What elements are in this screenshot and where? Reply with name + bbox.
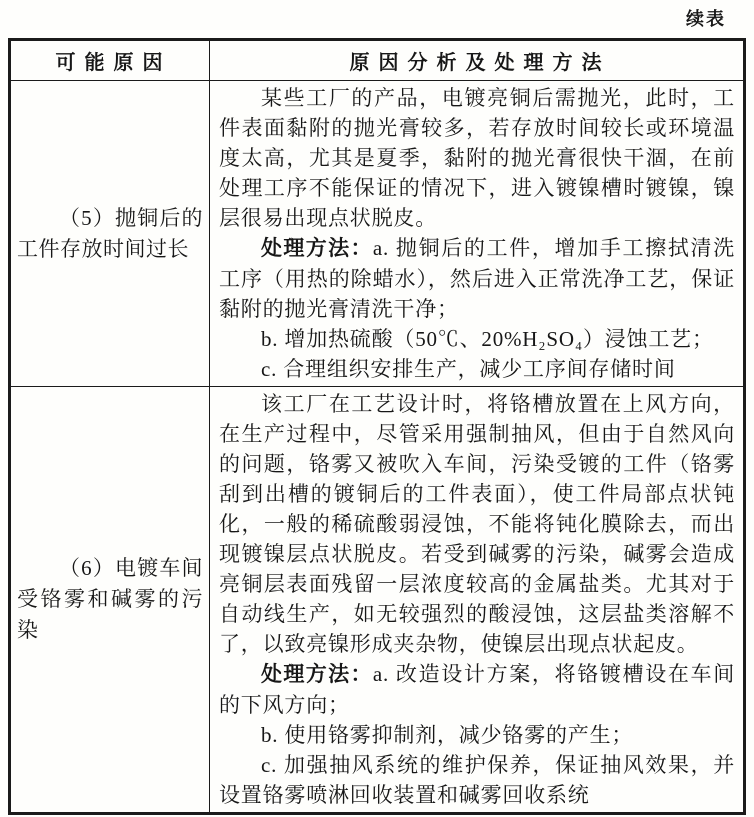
table-header-row [10, 40, 745, 81]
method-item-a-5: a. 抛铜后的工件，增加手工擦拭清洗工序（用热的除蜡水），然后进入正常洗净工艺，保证黏附的抛光膏清洗干净； [219, 236, 735, 321]
header-cell-analysis-method: 原 因 分 析 及 处 理 方 法 [210, 40, 745, 81]
method-paragraph-a-6 [219, 659, 735, 720]
troubleshooting-table [8, 38, 746, 815]
table-row-cause-5 [10, 81, 745, 387]
analysis-cell-6 [210, 387, 745, 814]
cause-text-6: （6）电镀车间受铬雾和碱雾的污染 [17, 556, 203, 642]
method-label-5: 处理方法： [261, 237, 373, 260]
cause-text-5: （5）抛铜后的工件存放时间过长 [17, 205, 203, 261]
method-item-c-5: c. 合理组织安排生产，减少工序间存储时间 [261, 357, 676, 381]
analysis-intro-6: 该工厂在工艺设计时，将铬槽放置在上风方向，在生产过程中，尽管采用强制抽风，但由于自然风向的问题，铬雾又被吹入车间，污染受镀的工件（铬雾刮到出槽的镀铜后的工件表面），使工件局部点状钝化，一般的稀硫酸弱浸蚀，不能将钝化膜除去，而出现镀镍层点状脱皮。若受到碱雾的污染，碱雾会造成亮铜层表面残留一层浓度较高的金属盐类。尤其对于自动线生产，如无较强烈的酸浸蚀，这层盐类溶解不了，以致亮镍形成夹杂物，使镍层出现点状起皮。 [219, 392, 735, 656]
method-paragraph-a-5 [219, 233, 735, 324]
analysis-cell-5 [210, 81, 745, 387]
method-item-c-6: c. 加强抽风系统的维护保养，保证抽风效果，并设置铬雾喷淋回收装置和碱雾回收系统 [219, 753, 735, 807]
method-item-b-6: b. 使用铬雾抑制剂，减少铬雾的产生； [261, 723, 634, 747]
method-item-a-6: a. 改造设计方案，将铬镀槽设在车间的下风方向； [219, 662, 735, 717]
cause-cell-6 [10, 387, 210, 814]
header-cell-possible-cause: 可 能 原 因 [10, 40, 210, 81]
analysis-intro-5: 某些工厂的产品，电镀亮铜后需抛光，此时，工件表面黏附的抛光膏较多，若存放时间较长或环境温度太高，尤其是夏季，黏附的抛光膏很快干涸，在前处理工序不能保证的情况下，进入镀镍槽时镀镍，镍层很易出现点状脱皮。 [219, 86, 735, 230]
continued-table-label: 续表 [686, 9, 726, 29]
table-row-cause-6 [10, 387, 745, 814]
method-item-b-5: b. 增加热硫酸（50℃、20%H₂SO₄）浸蚀工艺； [261, 327, 714, 351]
cause-cell-5 [10, 81, 210, 387]
method-label-6: 处理方法： [261, 663, 373, 686]
